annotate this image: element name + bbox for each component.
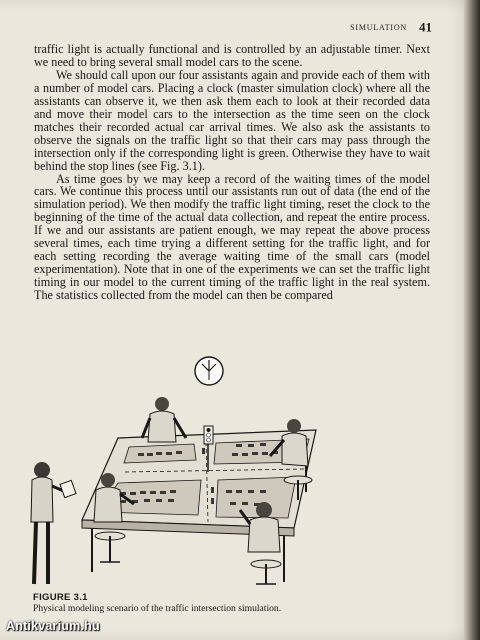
running-head-section: SIMULATION [350, 22, 407, 32]
watermark: Antikvarium.hu [6, 619, 100, 633]
page-number: 41 [419, 19, 432, 35]
body-text [34, 43, 430, 302]
figure-label: FIGURE 3.1 [33, 592, 88, 603]
paragraph-waiting-times: As time goes by we may keep a record of the waiting times of the model cars. We continue this process until our assistants run out of data (the end of the simulation period). We then modify the traffic light timing, reset the clock to the beginning of the time of the actual data collection, and repeat the entire process. If we and our assistants are patient enough, we may repeat the above process several times, each time trying a different setting for the traffic light, and for each setting recording the average waiting time of the small cars (model experimentation). Note that in one of the experiments we can set the traffic light timing in our model to the current timing of the traffic light in the real system. The statistics collected from the model can then be compared [34, 171, 430, 303]
figure-illustration [26, 352, 326, 590]
figure-caption [33, 592, 433, 614]
paragraph-assistants: We should call upon our four assistants again and provide each of them with a number of model cars. Placing a clock (master simulation clock) where all the assistants can observe it, we then ask them each to look at their recorded data and move their model cars to the intersection as the time seen on the clock matches their recorded actual car arrival times. We also ask the assistants to observe the signals on the traffic light so that their cars may pass through the intersection only if the corresponding light is green. Otherwise they have to wait behind the stop lines (see Fig. 3.1). [34, 67, 430, 173]
standing-observer [31, 462, 76, 584]
figure-caption-text: Physical modeling scenario of the traffic intersection simulation. [33, 603, 282, 614]
wall-clock [195, 357, 223, 385]
paragraph-continued: traffic light is actually functional and is controlled by an adjustable timer. Next we need to bring several small model cars to the scene. [34, 42, 430, 69]
book-spine-shadow [464, 0, 480, 640]
traffic-simulation-illustration [26, 352, 326, 590]
running-head [0, 18, 432, 36]
